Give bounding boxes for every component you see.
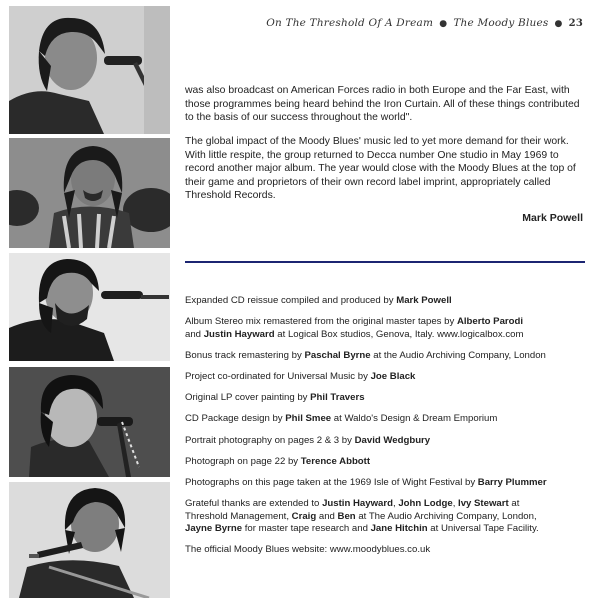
credit-name: Phil Smee	[285, 413, 332, 425]
credit-name: Craig	[291, 510, 317, 522]
credit-name: John Lodge	[398, 498, 453, 510]
credit-name: Phil Travers	[310, 392, 365, 404]
credit-text: Threshold Management,	[185, 510, 292, 522]
credit-text: Album Stereo mix remastered from the original master tapes by	[185, 316, 457, 328]
author-signature: Mark Powell	[522, 212, 583, 224]
credit-text: Grateful thanks are extended to	[185, 498, 323, 510]
credit-text: ,	[392, 498, 399, 510]
credit-text: for master tape research and	[242, 523, 371, 535]
credit-line	[185, 413, 590, 426]
page-number: 23	[568, 18, 583, 29]
credit-text: Photograph on page 22 by	[185, 455, 301, 467]
page-header	[266, 17, 583, 29]
credit-text: and	[316, 510, 338, 522]
credit-text: Project co-ordinated for Universal Music by	[185, 371, 371, 383]
credit-text: ,	[452, 498, 459, 510]
credit-name: Jayne Byrne	[185, 523, 243, 535]
credit-line	[185, 350, 590, 363]
body-paragraph-1: was also broadcast on American Forces radio in both Europe and the Far East, with those programmes being heard behind the Iron Curtain. All of these things contributed to the basis of our success throughout the world".	[185, 85, 580, 123]
photo-drummer	[9, 138, 170, 248]
credits-list	[185, 295, 590, 566]
credit-text: at The Audio Archiving Company, London,	[355, 510, 537, 522]
credit-name: Paschal Byrne	[304, 349, 371, 361]
credit-text: The official Moody Blues website: www.moodyblues.co.uk	[185, 544, 431, 556]
credit-name: Terence Abbott	[300, 455, 371, 467]
photo-bearded-singer	[9, 253, 170, 361]
section-divider	[185, 261, 585, 263]
credit-text: Expanded CD reissue compiled and produced by	[185, 295, 397, 306]
credit-text: at the Audio Archiving Company, London	[370, 349, 546, 361]
credit-line	[185, 544, 590, 557]
credit-name: Jane Hitchin	[370, 523, 428, 535]
credit-line	[185, 371, 590, 384]
credit-name: Mark Powell	[396, 295, 452, 306]
bullet-separator: ●	[551, 19, 566, 29]
credit-line	[185, 295, 590, 308]
credit-name: David Wedgbury	[354, 434, 431, 446]
photo-singer-at-mic	[9, 367, 170, 477]
credit-line	[185, 392, 590, 405]
photo-singer-microphone	[9, 6, 170, 134]
credit-text: at Logical Box studios, Genova, Italy. www.logicalbox.com	[274, 328, 524, 340]
credit-text: CD Package design by	[185, 413, 286, 425]
credit-name: Ivy Stewart	[458, 498, 509, 510]
credit-name: Justin Hayward	[322, 498, 393, 510]
credit-line	[185, 477, 590, 490]
credit-text: Photographs on this page taken at the 1969 Isle of Wight Festival by	[185, 477, 478, 488]
credit-name: Joe Black	[370, 371, 416, 383]
credit-text: at Waldo's Design & Dream Emporium	[331, 413, 498, 425]
body-paragraph-2: The global impact of the Moody Blues' music led to yet more demand for their work. With little respite, the group returned to Decca number One studio in May 1969 to record another major album. The year would close with the Moody Blues at the top of their game and proprietors of their own record label imprint, appropriately called Threshold Records.	[185, 136, 576, 201]
header-title: On The Threshold Of A Dream	[266, 17, 434, 29]
credit-text: at Universal Tape Facility.	[427, 523, 539, 535]
credit-name: Ben	[337, 510, 356, 522]
credit-text: Portrait photography on pages 2 & 3 by	[185, 434, 355, 446]
credit-text: Bonus track remastering by	[185, 349, 305, 361]
credit-line	[185, 456, 590, 469]
credit-name: Barry Plummer	[477, 477, 547, 488]
credit-line	[185, 498, 590, 536]
credit-text: at	[508, 498, 520, 510]
header-band: The Moody Blues	[453, 17, 549, 29]
photo-column	[0, 0, 176, 598]
credit-line	[185, 316, 590, 341]
photo-bassist	[9, 482, 170, 598]
credit-text: and	[185, 328, 204, 340]
credit-name: Alberto Parodi	[456, 316, 524, 328]
bullet-separator: ●	[436, 19, 451, 29]
credit-line	[185, 435, 590, 448]
credit-name: Justin Hayward	[203, 328, 275, 340]
credit-text: Original LP cover painting by	[185, 392, 311, 404]
